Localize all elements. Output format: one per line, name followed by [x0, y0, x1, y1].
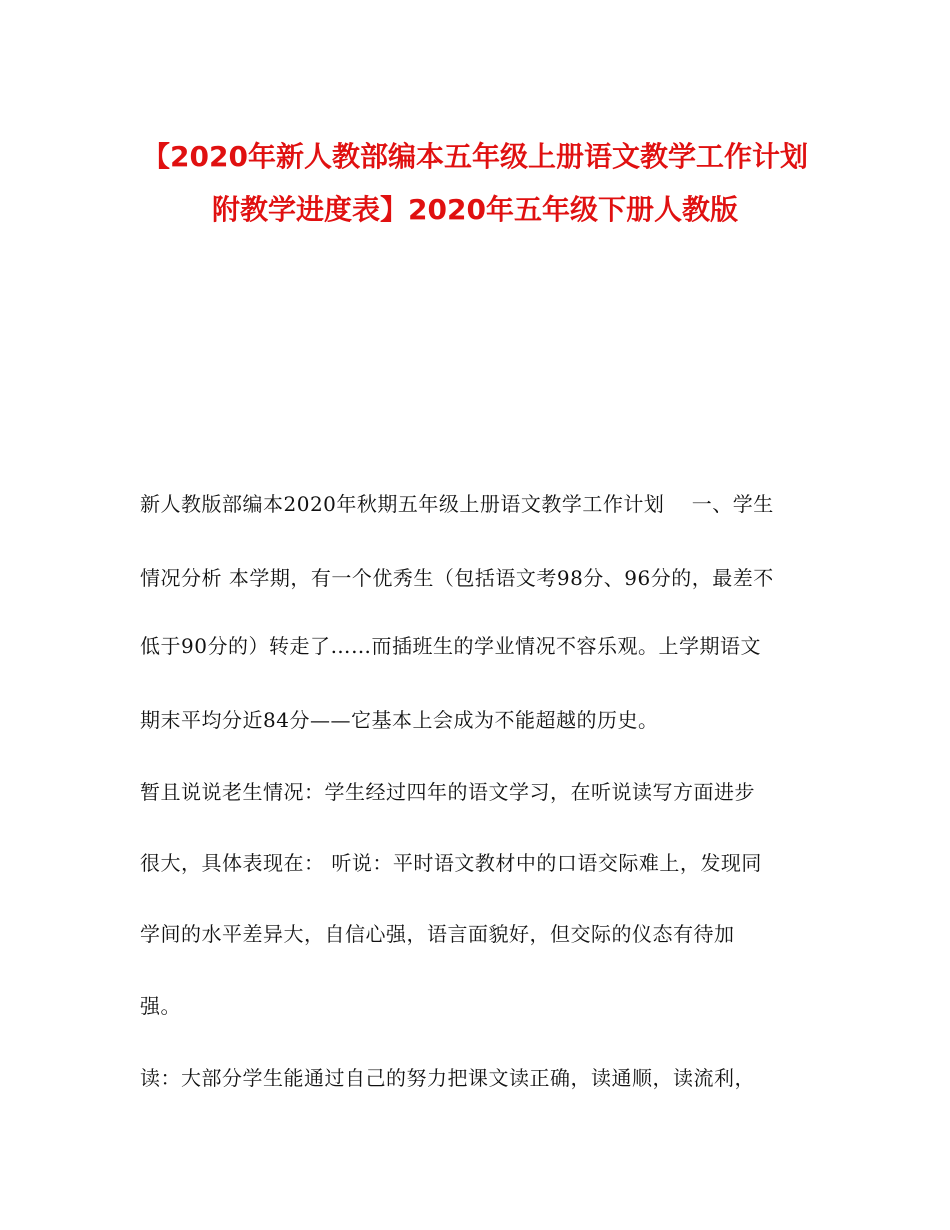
title-line-2: 附教学进度表】2020年五年级下册人教版	[212, 193, 738, 226]
body-line-7: 学间的水平差异大，自信心强，语言面貌好，但交际的仪态有待加	[140, 922, 735, 946]
document-title	[110, 130, 840, 236]
body-line-2: 情况分析 本学期，有一个优秀生（包括语文考98分、96分的，最差不	[140, 566, 774, 590]
body-line-5: 暂且说说老生情况：学生经过四年的语文学习，在听说读写方面进步	[140, 780, 755, 804]
body-line-1: 新人教版部编本2020年秋期五年级上册语文教学工作计划 一、学生	[140, 492, 774, 516]
body-line-6: 很大，具体表现在： 听说：平时语文教材中的口语交际难上，发现同	[140, 851, 762, 875]
body-line-8: 强。	[140, 994, 181, 1018]
body-line-9: 读：大部分学生能通过自己的努力把课文读正确，读通顺，读流利，	[140, 1066, 755, 1090]
body-line-4: 期末平均分近84分——它基本上会成为不能超越的历史。	[140, 708, 659, 732]
title-line-1: 【2020年新人教部编本五年级上册语文教学工作计划	[142, 140, 808, 173]
body-line-3: 低于90分的）转走了……而插班生的学业情况不容乐观。上学期语文	[140, 634, 761, 658]
